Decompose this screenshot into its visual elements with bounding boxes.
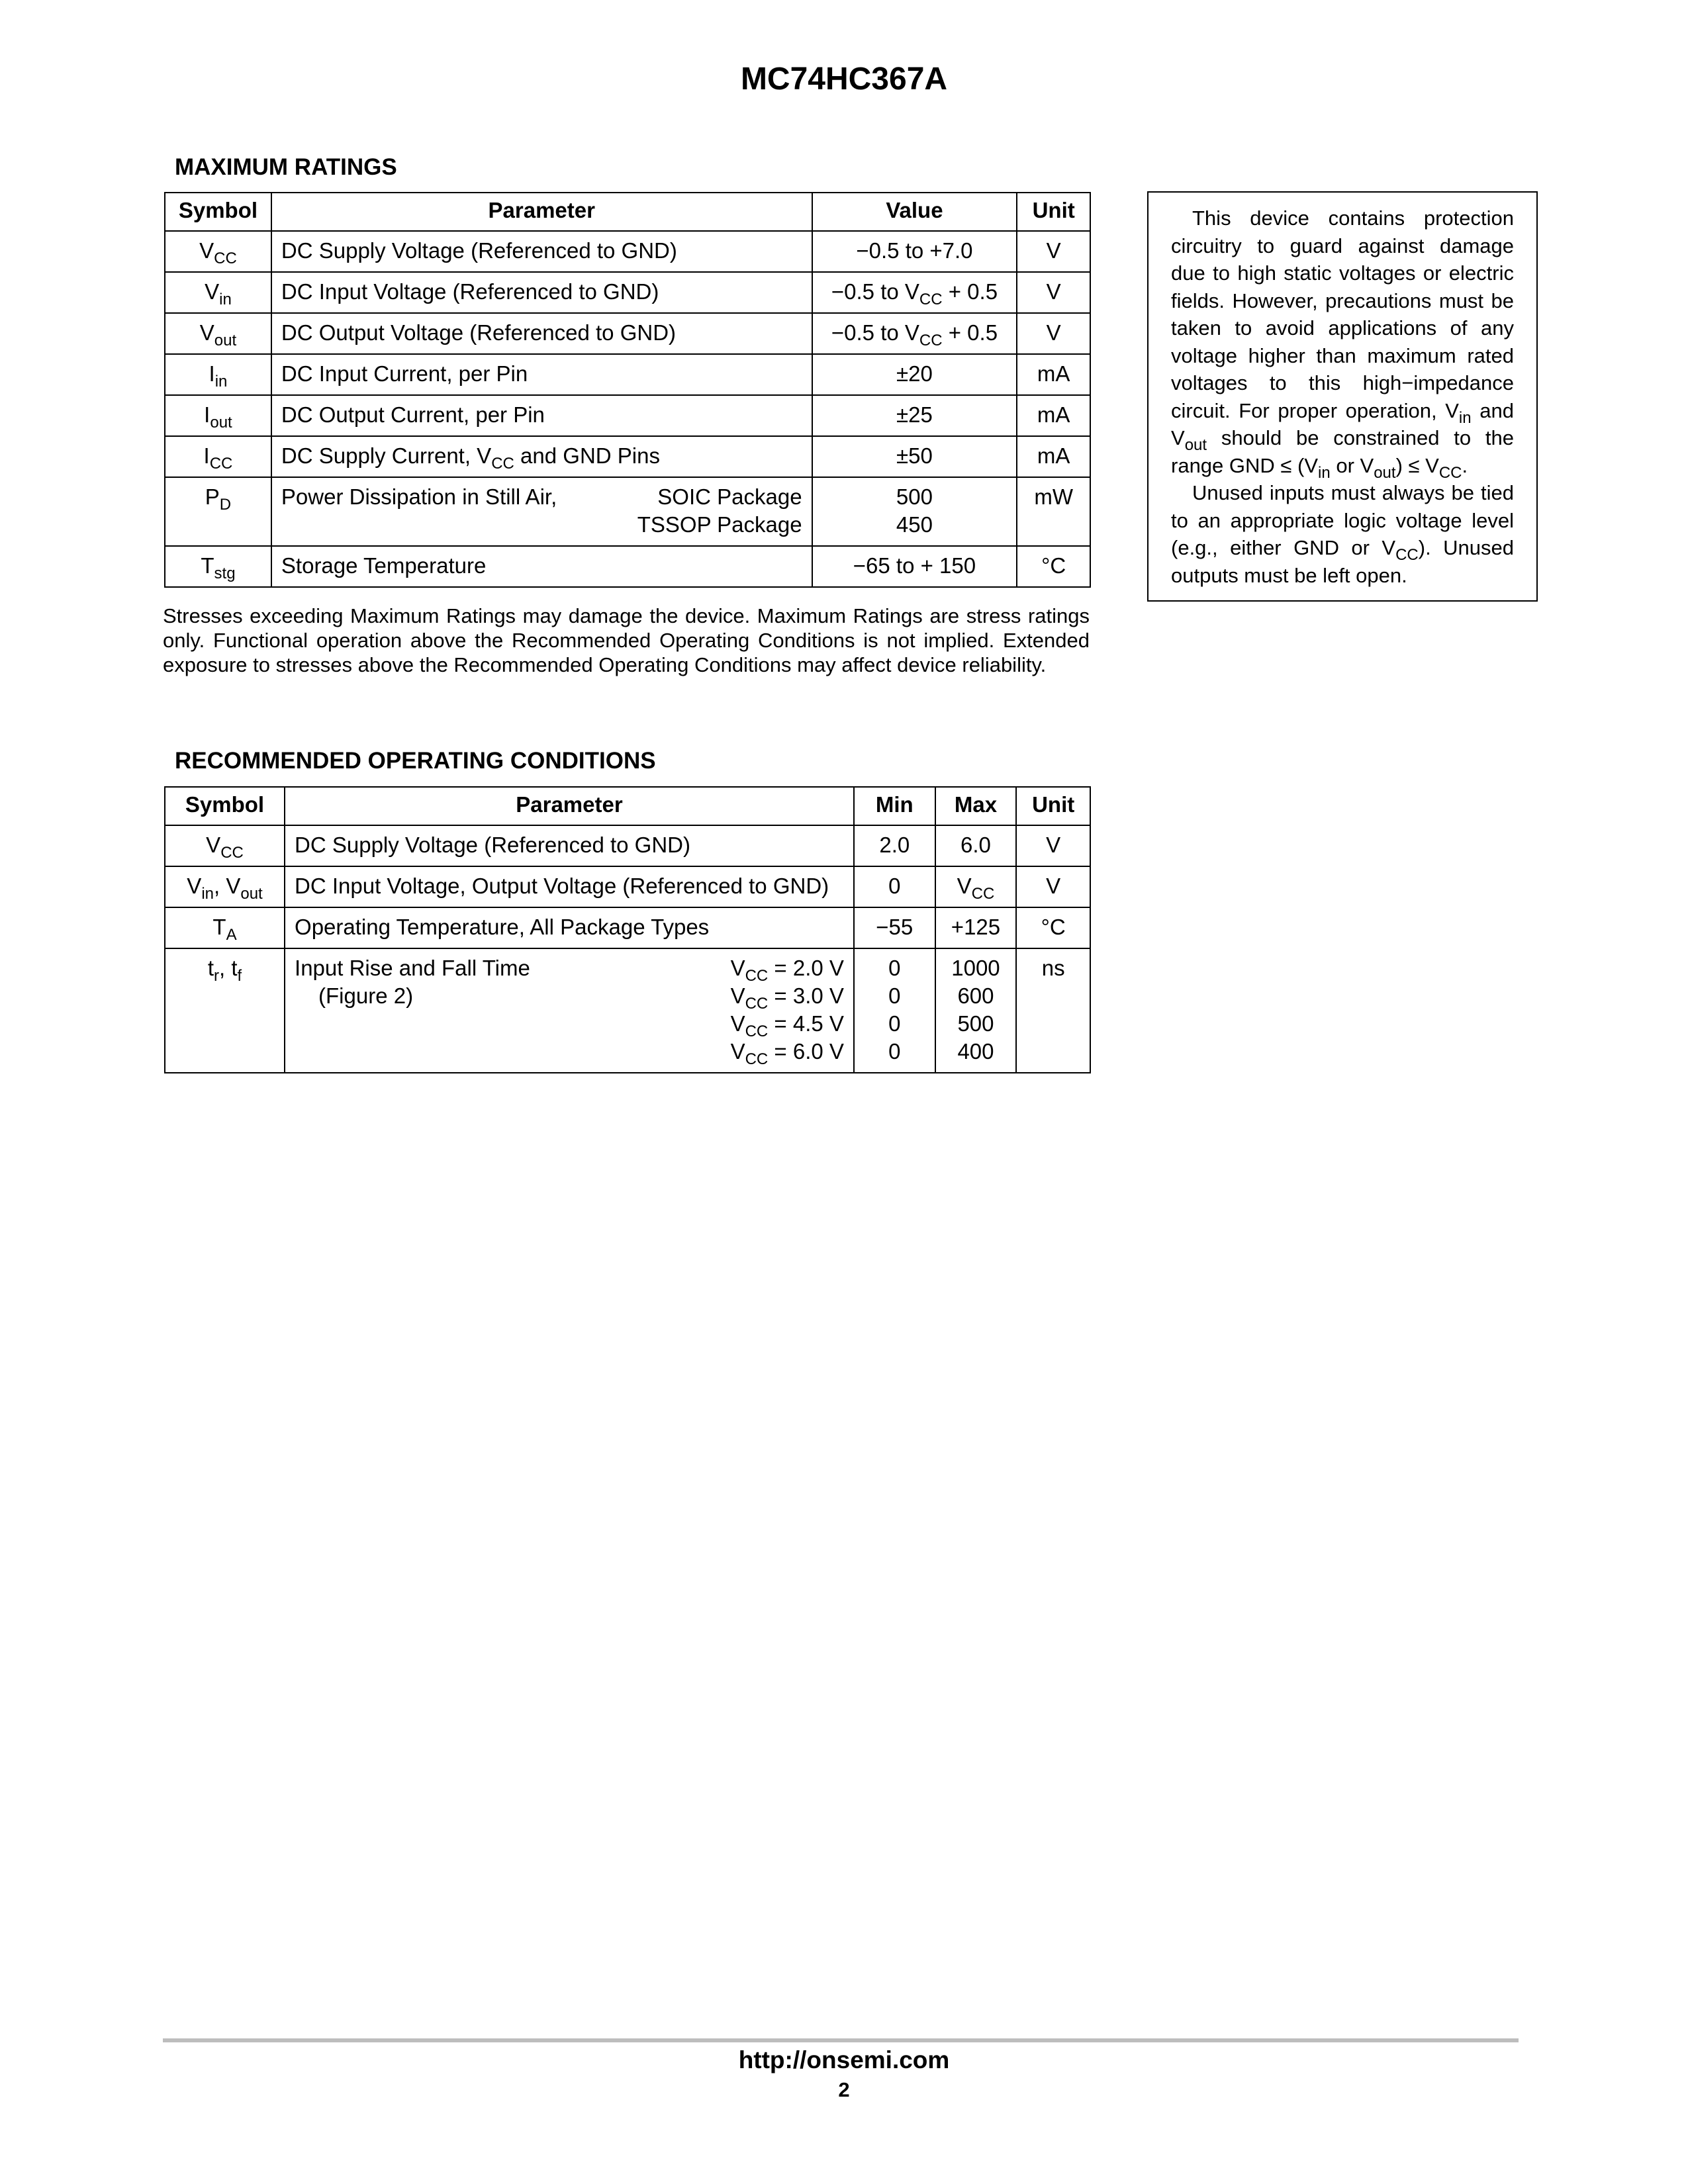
value-cell: −0.5 to +7.0 bbox=[812, 231, 1017, 272]
table-row bbox=[165, 313, 1090, 354]
parameter-cell: DC Supply Voltage (Referenced to GND) bbox=[285, 825, 854, 866]
parameter-cell: Storage Temperature bbox=[271, 546, 812, 587]
min-cell: −55 bbox=[854, 907, 935, 948]
unit-cell: V bbox=[1016, 825, 1090, 866]
symbol-cell: $t_r$, $t_f$ bbox=[165, 948, 285, 1073]
esd-paragraph: This device contains protection circuitry to guard against damage due to high static voltages or electric fields. However, precautions must be taken to avoid applications of any voltage higher than maximum rated voltages to this high−impedance circuit. For proper operation, $V_{in}$ and $V_{out}$ should be constrained to the range GND ≤ ($V_{in}$ or $V_{out}) \le V_{CC}$. bbox=[1171, 206, 1515, 482]
table-header-row bbox=[165, 787, 1090, 825]
unit-cell: °C bbox=[1017, 546, 1090, 587]
table-row bbox=[165, 436, 1090, 477]
parameter-cell: DC Input Current, per Pin bbox=[271, 354, 812, 395]
unit-cell: V bbox=[1017, 231, 1090, 272]
symbol-cell: $P_D$ bbox=[165, 477, 271, 546]
table-row bbox=[165, 866, 1090, 907]
unit-cell: °C bbox=[1016, 907, 1090, 948]
rec-conditions-title: RECOMMENDED OPERATING CONDITIONS bbox=[175, 748, 656, 774]
col-header-symbol: Symbol bbox=[165, 193, 271, 231]
parameter-cell: DC Output Current, per Pin bbox=[271, 395, 812, 436]
table-row bbox=[165, 395, 1090, 436]
unit-cell: V bbox=[1017, 272, 1090, 313]
table-row bbox=[165, 825, 1090, 866]
col-header-min: Min bbox=[854, 787, 935, 825]
unit-cell: mW bbox=[1017, 477, 1090, 546]
unused-inputs-paragraph: Unused inputs must always be tied to an appropriate logic voltage level (e.g., either GND or $V_{CC}$). Unused outputs must be left open. bbox=[1171, 481, 1514, 587]
table-row bbox=[165, 477, 1090, 546]
symbol-cell: $V_{CC}$ bbox=[165, 825, 285, 866]
table-row bbox=[165, 354, 1090, 395]
col-header-parameter: Parameter bbox=[285, 787, 854, 825]
min-cell: 0 0 0 0 bbox=[854, 948, 935, 1073]
max-ratings-title: MAXIMUM RATINGS bbox=[175, 154, 397, 180]
parameter-cell: DC Supply Current, $V_{CC}$ and GND Pins bbox=[271, 436, 812, 477]
unit-cell: ns bbox=[1016, 948, 1090, 1073]
footer-divider bbox=[163, 2038, 1519, 2042]
page-title: MC74HC367A bbox=[740, 62, 948, 97]
footer-url[interactable]: http://onsemi.com bbox=[738, 2046, 950, 2073]
max-cell: 6.0 bbox=[935, 825, 1017, 866]
symbol-cell: $T_A$ bbox=[165, 907, 285, 948]
min-cell: 2.0 bbox=[854, 825, 935, 866]
max-cell: 1000 600 500 400 bbox=[935, 948, 1017, 1073]
max-ratings-table bbox=[164, 192, 1091, 588]
max-cell: +125 bbox=[935, 907, 1017, 948]
symbol-cell: $V_{out}$ bbox=[165, 313, 271, 354]
symbol-cell: $I_{out}$ bbox=[165, 395, 271, 436]
value-cell: −0.5 to $V_{CC} + 0.5$ bbox=[812, 313, 1017, 354]
unit-cell: mA bbox=[1017, 395, 1090, 436]
col-header-unit: Unit bbox=[1017, 193, 1090, 231]
parameter-cell: DC Input Voltage, Output Voltage (Referenced to GND) bbox=[285, 866, 854, 907]
unit-cell: mA bbox=[1017, 354, 1090, 395]
parameter-cell: DC Input Voltage (Referenced to GND) bbox=[271, 272, 812, 313]
symbol-cell: $I_{in}$ bbox=[165, 354, 271, 395]
table-row bbox=[165, 231, 1090, 272]
col-header-symbol: Symbol bbox=[165, 787, 285, 825]
value-cell: 500 450 bbox=[812, 477, 1017, 546]
parameter-cell: Operating Temperature, All Package Types bbox=[285, 907, 854, 948]
value-cell: −65 to + 150 bbox=[812, 546, 1017, 587]
table-row bbox=[165, 907, 1090, 948]
rec-conditions-table bbox=[164, 786, 1091, 1073]
symbol-cell: $V_{in}$, $V_{out}$ bbox=[165, 866, 285, 907]
table-row bbox=[165, 948, 1090, 1073]
col-header-max: Max bbox=[935, 787, 1017, 825]
esd-protection-note bbox=[1147, 191, 1538, 602]
table-row bbox=[165, 546, 1090, 587]
col-header-parameter: Parameter bbox=[271, 193, 812, 231]
min-cell: 0 bbox=[854, 866, 935, 907]
value-cell: −0.5 to $V_{CC} + 0.5$ bbox=[812, 272, 1017, 313]
unit-cell: mA bbox=[1017, 436, 1090, 477]
symbol-cell: $V_{CC}$ bbox=[165, 231, 271, 272]
max-ratings-note: Stresses exceeding Maximum Ratings may damage the device. Maximum Ratings are stress ratings only. Functional operation above the Recommended Operating Conditions is not implied. Extended exposure to stresses above the Recommended Operating Conditions may affect device reliability. bbox=[163, 604, 1090, 676]
col-header-value: Value bbox=[812, 193, 1017, 231]
parameter-cell: Input Rise and Fall Time (Figure 2) $V_{CC} = 2.0$ V $V_{CC} = 3.0$ V $V_{CC} = 4.5$ V $V_{CC} = 6.0$ V bbox=[285, 948, 854, 1073]
symbol-cell: $T_{stg}$ bbox=[165, 546, 271, 587]
symbol-cell: $V_{in}$ bbox=[165, 272, 271, 313]
unit-cell: V bbox=[1016, 866, 1090, 907]
table-row bbox=[165, 272, 1090, 313]
value-cell: ±25 bbox=[812, 395, 1017, 436]
parameter-cell: Power Dissipation in Still Air, SOIC Package TSSOP Package bbox=[271, 477, 812, 546]
parameter-cell: DC Output Voltage (Referenced to GND) bbox=[271, 313, 812, 354]
table-header-row bbox=[165, 193, 1090, 231]
unit-cell: V bbox=[1017, 313, 1090, 354]
col-header-unit: Unit bbox=[1016, 787, 1090, 825]
value-cell: ±50 bbox=[812, 436, 1017, 477]
symbol-cell: $I_{CC}$ bbox=[165, 436, 271, 477]
value-cell: ±20 bbox=[812, 354, 1017, 395]
max-cell: $V_{CC}$ bbox=[935, 866, 1017, 907]
page-number: 2 bbox=[838, 2078, 850, 2101]
parameter-cell: DC Supply Voltage (Referenced to GND) bbox=[271, 231, 812, 272]
